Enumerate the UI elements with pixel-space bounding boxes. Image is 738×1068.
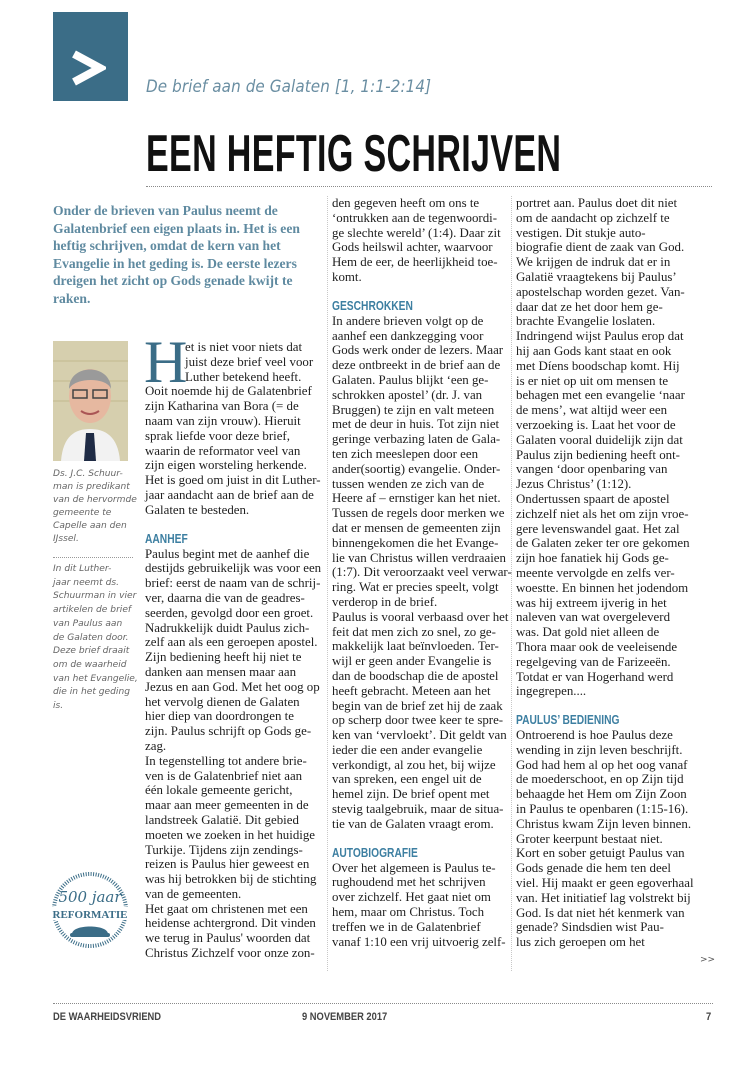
- body-text-line: Luther betekend heeft.: [185, 369, 302, 384]
- body-text-line: geringe verbazing laten de Gala-: [332, 432, 501, 447]
- body-text-line: Turkije. Tijdens zijn zendings-: [145, 842, 303, 857]
- reformatie-500-logo: [50, 870, 130, 950]
- body-text-line: daar dat ze het door hem ge-: [516, 299, 663, 314]
- section-heading: PAULUS’ BEDIENING: [516, 713, 620, 728]
- body-text-line: zijn. Paulus schrijft op Gods ge-: [145, 724, 312, 739]
- article-column-2: [332, 196, 512, 949]
- body-text-line: Thora maar ook de veeleisende: [516, 639, 678, 654]
- body-text-line: zelf aan als een geroepen apostel.: [145, 635, 318, 650]
- author-photo: [53, 341, 128, 461]
- body-text-line: dan de boodschap die de apostel: [332, 668, 499, 683]
- article-column-1: [145, 340, 321, 961]
- body-text-line: Zijn bediening heeft hij niet te: [145, 650, 302, 665]
- intro-line: heftig schrijven, omdat de kern van het: [53, 238, 281, 253]
- body-text-line: ven is de Galatenbrief niet aan: [145, 768, 303, 783]
- body-text-line: woestte. En binnen het jodendom: [516, 580, 689, 595]
- body-text-line: Christus Zichzelf voor onze zon-: [145, 946, 315, 961]
- body-text-line: feit dat men zich zo snel, zo ge-: [332, 624, 496, 639]
- body-text-line: brief: eerst de naam van de schrij-: [145, 576, 321, 591]
- note-line: In dit Luther-: [53, 564, 112, 574]
- body-text-line: zag.: [145, 738, 167, 753]
- body-text-line: is er niet op uit om mensen te: [516, 373, 669, 388]
- continued-marker: >>: [700, 955, 716, 965]
- article-intro: [53, 202, 328, 307]
- article-title: EEN HEFTIG SCHRIJVEN: [146, 125, 562, 183]
- body-text-line: God had hem al op het oog vanaf: [516, 757, 688, 772]
- body-text-line: jaar aandacht aan de brief aan de: [145, 487, 314, 502]
- body-text-line: hem, maar om Christus. Toch: [332, 905, 485, 920]
- body-text-line: schrokken apostel’ (dr. J. van: [332, 387, 483, 402]
- caption-line: IJssel.: [53, 534, 79, 544]
- section-heading: AANHEF: [145, 531, 188, 546]
- body-text-line: de Galaten zeker ter ore gekomen: [516, 536, 690, 551]
- drop-cap: H: [144, 329, 188, 395]
- section-heading: GESCHROKKEN: [332, 298, 413, 313]
- body-text-line: Paulus is vooral verbaasd over het: [332, 609, 509, 624]
- note-line: Schuurman in vier: [53, 591, 137, 602]
- body-text-line: het vervolg dienen de Galaten: [145, 694, 300, 709]
- note-line: om de waarheid: [53, 659, 127, 670]
- body-text-line: aanhef een dankzegging voor: [332, 328, 484, 343]
- body-text-line: verzoeking is. Laat het voor de: [516, 417, 676, 432]
- body-text-line: zijn eigen worsteling herkende.: [145, 458, 307, 473]
- series-note: [53, 563, 138, 714]
- body-text-line: de mens’, wat altijd weer een: [516, 403, 668, 418]
- caption-line: van de hervormde: [53, 495, 137, 505]
- article-column-3: [516, 196, 694, 950]
- body-text-line: ieder die een ander evangelie: [332, 742, 483, 757]
- body-text-line: Paulus zijn bediening heeft ont-: [516, 447, 680, 462]
- body-text-line: vestigen. Dit stukje auto-: [516, 225, 646, 240]
- body-text-line: sprak liefde voor deze brief,: [145, 428, 290, 443]
- body-text-line: makkelijk laat beïnvloeden. Ter-: [332, 639, 499, 654]
- body-text-line: Paulus begint met de aanhef die: [145, 546, 310, 561]
- body-text-line: Ooit noemde hij de Galatenbrief: [145, 384, 312, 399]
- body-text-line: met de deur in huis. Tot zijn niet: [332, 417, 500, 432]
- body-text-line: van. Het initiatief lag volstrekt bij: [516, 890, 691, 905]
- body-text-line: et is niet voor niets dat: [185, 340, 303, 354]
- column-divider: [327, 196, 328, 971]
- intro-line: Galatenbrief een eigen plaats in. Het is een: [53, 220, 300, 236]
- note-line: de Galaten door.: [53, 632, 129, 643]
- body-text-line: hier diep van doordrongen te: [145, 709, 294, 724]
- body-text-line: moeten we zoeken in het huidige: [145, 827, 316, 842]
- body-text-line: in Paulus te openbaren (1:15-16).: [516, 802, 689, 817]
- body-text-line: tie van de Galaten vraagt erom.: [332, 816, 494, 831]
- body-text-line: apostelschap worden gezet. Van-: [516, 284, 685, 299]
- body-text-line: Gods werk onder de lezers. Maar: [332, 343, 504, 358]
- body-text-line: Gods genade die hem ten deel: [516, 861, 671, 876]
- body-text-line: vangen ‘door openbaring van: [516, 462, 668, 477]
- body-text-line: brachte Evangelie loslaten.: [516, 314, 656, 329]
- note-line: Deze brief draait: [53, 646, 130, 657]
- body-text-line: Hem de eer, de heerlijkheid toe-: [332, 255, 498, 270]
- body-text-line: zichzelf niet als het om zijn vroe-: [516, 506, 689, 521]
- note-line: is.: [53, 701, 64, 712]
- body-text-line: God. Is dat niet hét kenmerk van: [516, 905, 685, 920]
- body-text-line: stevig taalgebruik, maar de situa-: [332, 802, 504, 817]
- body-text-line: ken van ‘vervloekt’. Dit geldt van: [332, 728, 507, 743]
- body-text-line: ring. Wat er precies speelt, volgt: [332, 580, 499, 595]
- body-text-line: van spreken, een engel uit de: [332, 772, 482, 787]
- body-text-line: heeft gebracht. Meteen aan het: [332, 683, 491, 698]
- body-text-line: Totdat er van Hogerhand werd: [516, 669, 674, 684]
- body-text-line: komt.: [332, 269, 362, 284]
- title-divider: [146, 186, 712, 187]
- body-text-line: naam van zijn vrouw). Hieruit: [145, 413, 301, 428]
- article-kicker: De brief aan de Galaten [1, 1:1-2:14]: [146, 77, 432, 96]
- caption-line: Capelle aan den: [53, 521, 127, 531]
- body-text-line: Het gaat om christenen met een: [145, 901, 308, 916]
- logo-text-500-jaar: 500 jaar: [58, 888, 122, 906]
- body-text-line: zijn Katharina van Bora (= de: [145, 399, 299, 414]
- body-text-line: ver, daarna die van de geadres-: [145, 590, 305, 605]
- body-text-line: was. Dat gold niet alleen de: [516, 625, 660, 640]
- body-text-line: juist deze brief veel voor: [185, 354, 314, 369]
- body-text-line: over zichzelf. Het gaat niet om: [332, 890, 491, 905]
- body-text-line: vanaf 1:10 een vrij uitvoerig zelf-: [332, 934, 506, 949]
- caption-line: man is predikant: [53, 482, 130, 492]
- body-text-line: treffen we in de Galatenbrief: [332, 919, 481, 934]
- body-text-line: In andere brieven volgt op de: [332, 313, 484, 328]
- body-text-line: biografie dient de zaak van God.: [516, 240, 685, 255]
- body-text-line: portret aan. Paulus doet dit niet: [516, 196, 678, 210]
- body-text-line: Over het algemeen is Paulus te-: [332, 860, 496, 875]
- note-line: artikelen de brief: [53, 605, 132, 616]
- body-text-line: Tussen de regels door merken we: [332, 506, 505, 521]
- footer-date: 9 NOVEMBER 2017: [302, 1011, 388, 1023]
- body-text-line: maar aan meer gemeenten in de: [145, 798, 309, 813]
- body-text-line: (1:7). Dit veroorzaakt veel verwar-: [332, 565, 512, 580]
- page-number: 7: [706, 1011, 712, 1023]
- body-text-line: Galaten vooral duidelijk zijn dat: [516, 432, 683, 447]
- intro-line: Onder de brieven van Paulus neemt de: [53, 203, 278, 218]
- body-text-line: ge slechte wereld’ (1:4). Daar zit: [332, 225, 501, 240]
- body-text-line: Nadrukkelijk duidt Paulus zich-: [145, 620, 310, 635]
- body-text-line: gere levenswandel gaat. Het zal: [516, 521, 680, 536]
- footer-divider: [53, 1003, 713, 1004]
- body-text-line: deze ontbreekt in de brief aan de: [332, 358, 501, 373]
- body-text-line: zijn hoe fanatiek hij Gods ge-: [516, 551, 669, 566]
- caption-line: Ds. J.C. Schuur-: [53, 469, 123, 479]
- body-text-line: waarin de reformator veel van: [145, 443, 301, 458]
- body-text-line: tussen wenden ze zich van de: [332, 476, 485, 491]
- body-text-line: was hij betrokken bij de stichting: [145, 872, 317, 887]
- body-text-line: begin van de brief zet hij de zaak: [332, 698, 503, 713]
- note-line: jaar neemt ds.: [53, 577, 119, 588]
- body-text-line: Galaten te besteden.: [145, 502, 250, 517]
- body-text-line: we terug in Paulus' woorden dat: [145, 931, 311, 946]
- body-text-line: hij aan Gods kant staat en ook: [516, 343, 672, 358]
- body-text-line: was hij extreem ijverig in het: [516, 595, 667, 610]
- body-text-line: op scherp door twee keer te spre-: [332, 713, 504, 728]
- body-text-line: verkondigt, al zou het, bij wijze: [332, 757, 496, 772]
- body-text-line: de moederschoot, en op Zijn tijd: [516, 772, 684, 787]
- body-text-line: We krijgen de indruk dat er in: [516, 255, 671, 270]
- body-text-line: hemel zijn. De brief opent met: [332, 787, 490, 802]
- body-text-line: één lokale gemeente gericht,: [145, 783, 293, 798]
- body-text-line: regelgeving van de Farizeeën.: [516, 654, 671, 669]
- body-text-line: Jezus Christus’ (1:12).: [516, 477, 632, 492]
- body-text-line: Bruggen) te zijn en valt meteen: [332, 402, 495, 417]
- intro-line: dreigen het zicht op Gods genade kwijt te: [53, 273, 293, 288]
- body-text-line: binnengekomen die het Evange-: [332, 535, 499, 550]
- body-text-line: ten zich meeslepen door een: [332, 446, 479, 461]
- body-text-line: ingegrepen....: [516, 684, 587, 699]
- body-text-line: met Díens boodschap komt. Hij: [516, 358, 680, 373]
- body-text-line: verderop in de brief.: [332, 594, 438, 609]
- body-text-line: den gegeven heeft om ons te: [332, 196, 480, 210]
- intro-line: Evangelie in het geding is. De eerste lezers: [53, 255, 297, 271]
- body-text-line: In tegenstelling tot andere brie-: [145, 753, 307, 768]
- chevron-right-icon: [70, 50, 106, 86]
- body-text-line: Indringend wijst Paulus erop dat: [516, 329, 684, 344]
- body-text-line: Christus kwam Zijn leven binnen.: [516, 816, 692, 831]
- body-text-line: reizen is Paulus hier geweest en: [145, 857, 310, 872]
- body-text-line: wending in zijn leven beschrijft.: [516, 742, 683, 757]
- body-text-line: Gods heilswil achter, waarvoor: [332, 240, 493, 255]
- body-text-line: landstreek Galatië. Dit gebied: [145, 812, 299, 827]
- body-text-line: Ondertussen spaart de apostel: [516, 491, 670, 506]
- body-text-line: wijl er geen ander Evangelie is: [332, 654, 492, 669]
- caption-line: gemeente te: [53, 508, 112, 518]
- author-caption: [53, 468, 135, 546]
- body-text-line: behaagde het Hem om Zijn Zoon: [516, 787, 687, 802]
- body-text-line: danken aan mensen maar aan: [145, 664, 297, 679]
- body-text-line: lie van Christus willen verdraaien: [332, 550, 506, 565]
- body-text-line: heidense achtergrond. Dit vinden: [145, 916, 316, 931]
- body-text-line: van de gemeenten.: [145, 886, 242, 901]
- body-text-line: Het is goed om juist in dit Luther-: [145, 473, 321, 488]
- footer-publication: DE WAARHEIDSVRIEND: [53, 1011, 162, 1023]
- body-text-line: Groter keerpunt bestaat niet.: [516, 831, 663, 846]
- body-text-line: seerden, gevolgd door een groet.: [145, 605, 314, 620]
- body-text-line: genade? Sindsdien wist Pau-: [516, 920, 664, 935]
- body-text-line: Galaten. Paulus blijkt ‘een ge-: [332, 372, 489, 387]
- body-text-line: ‘ontrukken aan de tegenwoordi-: [332, 210, 498, 225]
- body-text-line: Ontroerend is hoe Paulus deze: [516, 728, 673, 743]
- body-text-line: Heere af – ernstiger kan het niet.: [332, 491, 501, 506]
- note-line: van het Evangelie,: [53, 673, 138, 684]
- body-text-line: rughoudend met het schrijven: [332, 875, 486, 890]
- body-text-line: destijds gebruikelijk was voor een: [145, 561, 322, 576]
- section-badge: [53, 12, 128, 101]
- body-text-line: naleven van wat overgeleverd: [516, 610, 671, 625]
- body-text-line: Galatië vraagtekens bij Paulus’: [516, 269, 677, 284]
- logo-text-reformatie: REFORMATIE: [52, 909, 128, 921]
- body-text-line: om de aandacht op zichzelf te: [516, 210, 670, 225]
- body-text-line: Jezus en aan God. Met het oog op: [145, 679, 320, 694]
- sidebar-divider: [53, 557, 133, 558]
- body-text-line: behagen met een evangelie ‘naar: [516, 388, 685, 403]
- note-line: die in het geding: [53, 687, 130, 698]
- section-heading: AUTOBIOGRAFIE: [332, 845, 418, 860]
- note-line: van Paulus aan: [53, 618, 123, 629]
- body-text-line: viel. Hij maakt er geen egoverhaal: [516, 876, 694, 891]
- body-text-line: Kort en sober getuigt Paulus van: [516, 846, 685, 861]
- body-text-line: dat er mensen de gemeenten zijn: [332, 520, 501, 535]
- body-text-line: lus zich geroepen om het: [516, 935, 645, 950]
- intro-line: raken.: [53, 290, 91, 306]
- body-text-line: meente vervolgde en zelfs ver-: [516, 565, 675, 580]
- body-text-line: ander(soortig) evangelie. Onder-: [332, 461, 501, 476]
